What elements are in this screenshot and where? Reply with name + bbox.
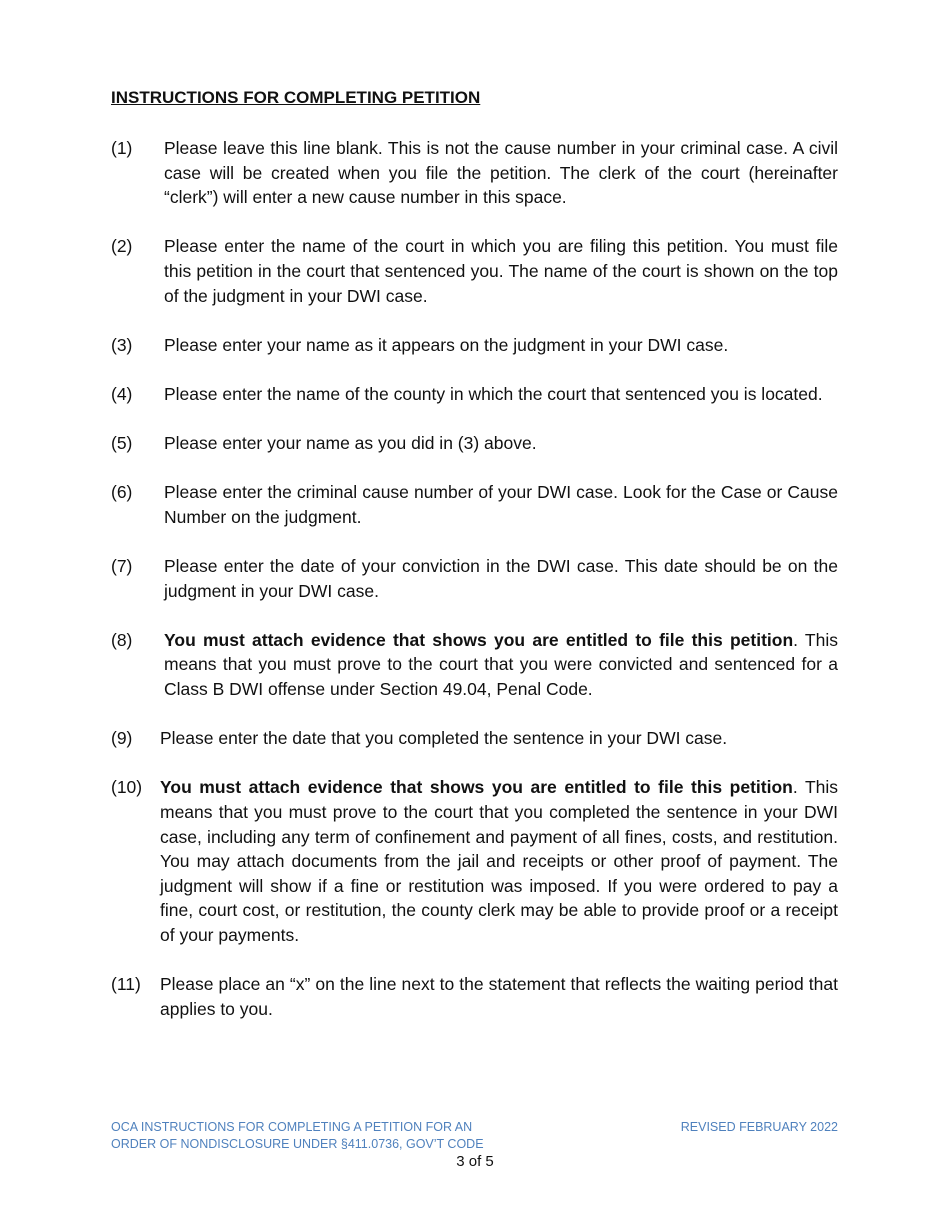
item-number: (3): [111, 334, 133, 355]
item-text: Please enter the date of your conviction in the DWI case. This date should be on the judgment in your DWI case.: [164, 556, 838, 601]
instruction-item-6: [111, 480, 838, 529]
item-bold-text: You must attach evidence that shows you are entitled to file this petition: [160, 777, 793, 798]
page-heading: INSTRUCTIONS FOR COMPLETING PETITION: [111, 88, 481, 107]
item-text: You must attach evidence that shows you are entitled to file this petition. This means that you must prove to the court that you were convicted and sentenced for a Class B DWI offense under Section 49.04, Penal Code.: [164, 629, 838, 700]
item-text: Please enter your name as you did in (3) above.: [164, 433, 537, 454]
footer-form-title: [111, 1119, 484, 1153]
item-number: (7): [111, 556, 133, 577]
instruction-item-1: [111, 136, 838, 210]
item-text: Please enter the criminal cause number of your DWI case. Look for the Case or Cause Number on the judgment.: [164, 482, 838, 527]
item-text: Please enter the name of the court in which you are filing this petition. You must file this petition in the court that sentenced you. The name of the court is shown on the top of the judgment in your DWI case.: [164, 236, 838, 306]
instruction-item-3: [111, 333, 838, 358]
item-bold-text: You must attach evidence that shows you are entitled to file this petition: [164, 629, 794, 650]
item-number: (11): [111, 974, 141, 995]
footer-line-2: ORDER OF NONDISCLOSURE UNDER §411.0736, GOV’T CODE: [111, 1137, 484, 1151]
instruction-item-8: [111, 628, 838, 702]
item-number: (5): [111, 433, 133, 454]
item-text: Please enter your name as it appears on the judgment in your DWI case.: [164, 334, 729, 355]
item-text: Please place an “x” on the line next to the statement that reflects the waiting period that applies to you.: [160, 974, 838, 1019]
item-number: (1): [111, 138, 133, 158]
item-number: (2): [111, 236, 133, 257]
item-number: (4): [111, 383, 133, 404]
item-number: (8): [111, 629, 133, 650]
item-text: Please leave this line blank. This is not the cause number in your criminal case. A civil case will be created when you file the petition. The clerk of the court (hereinafter “clerk”) will enter a new cause number in this space.: [164, 138, 838, 208]
footer-line-1: OCA INSTRUCTIONS FOR COMPLETING A PETITION FOR AN: [111, 1120, 473, 1134]
footer-revision-date: REVISED FEBRUARY 2022: [680, 1120, 838, 1134]
instruction-item-4: [111, 382, 838, 407]
instruction-item-2: [111, 234, 838, 308]
item-number: (9): [111, 728, 133, 749]
instruction-item-9: [111, 726, 838, 751]
instruction-item-10: [111, 775, 838, 947]
instruction-item-11: [111, 972, 838, 1021]
item-text: Please enter the date that you completed the sentence in your DWI case.: [160, 728, 728, 749]
page-number: 3 of 5: [456, 1153, 494, 1170]
item-number: (6): [111, 482, 133, 503]
instruction-item-7: [111, 554, 838, 603]
item-text: You must attach evidence that shows you are entitled to file this petition. This means that you must prove to the court that you completed the sentence in your DWI case, including any term of confinement and payment of all fines, costs, and restitution. You may attach documents from the jail and receipts or other proof of payment. The judgment will show if a fine or restitution was imposed. If you were ordered to pay a fine, court cost, or restitution, the county clerk may be able to provide proof or a receipt of your payments.: [160, 777, 838, 945]
item-text: Please enter the name of the county in which the court that sentenced you is located.: [164, 383, 823, 404]
item-number: (10): [111, 777, 143, 798]
instructions-page: [111, 88, 838, 1046]
instruction-item-5: [111, 431, 838, 456]
